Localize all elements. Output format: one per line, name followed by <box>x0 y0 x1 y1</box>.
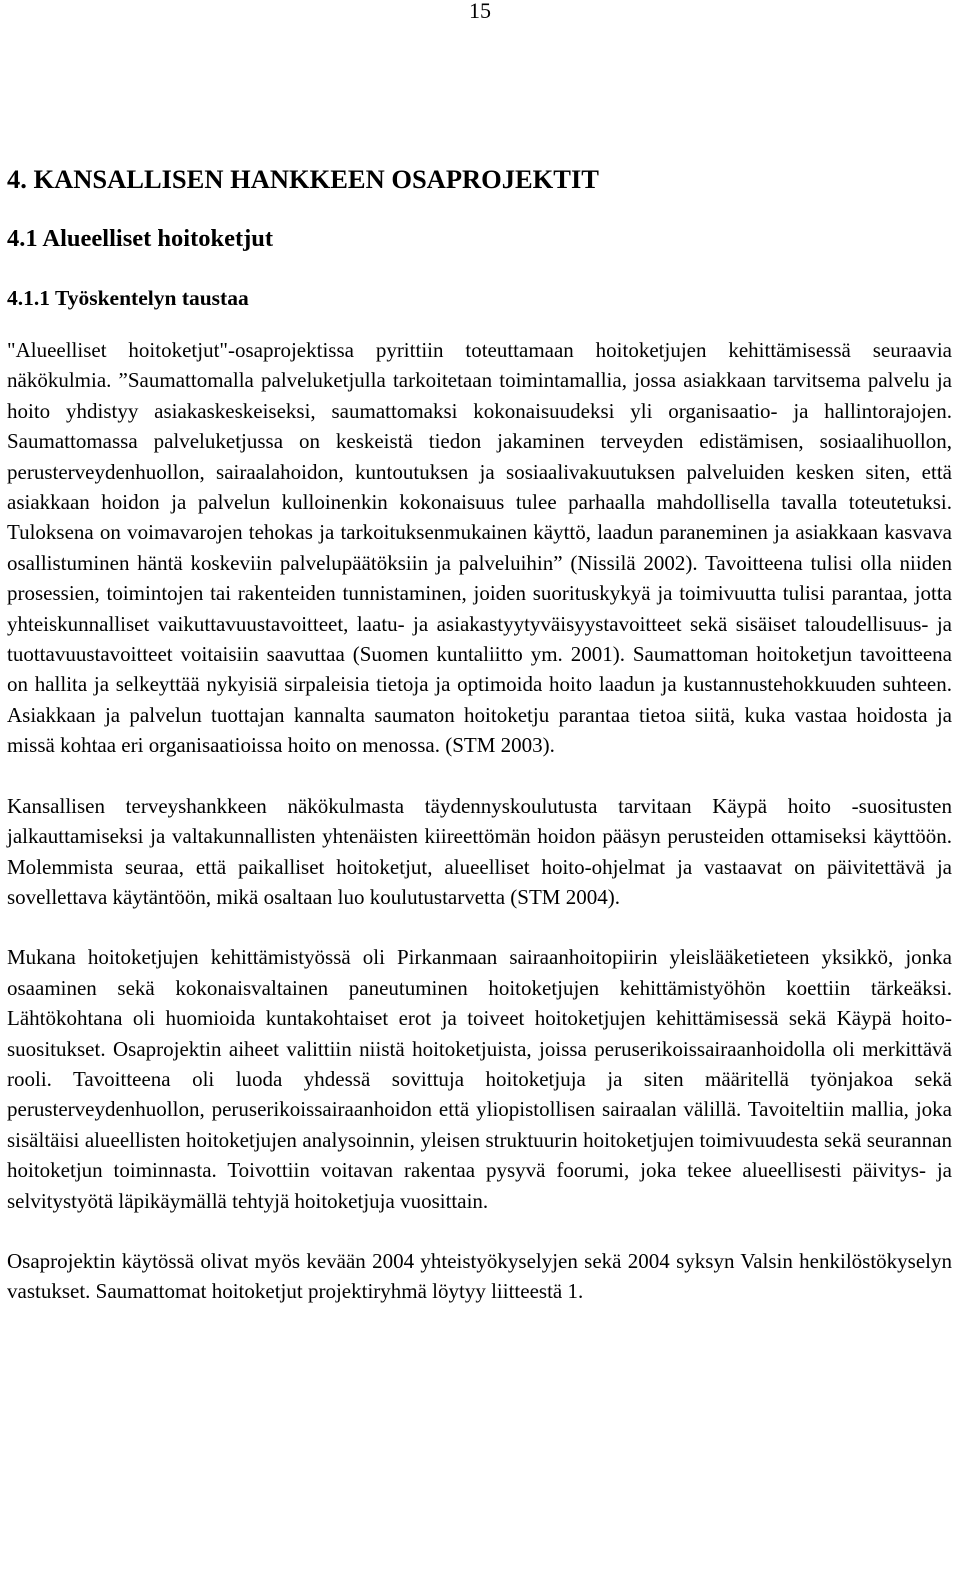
page-number: 15 <box>469 0 491 23</box>
document-body <box>7 160 952 1307</box>
paragraph: Kansallisen terveyshankkeen näkökulmasta täydennyskoulutusta tarvitaan Käypä hoito -suositusten jalkauttamiseksi ja valtakunnallisten yhtenäisten kiireettömän hoidon pääsyn perusteiden ottamiseksi käyttöön. Molemmista seuraa, että paikalliset hoitoketjut, alueelliset hoito-ohjelmat ja vastaavat on päivitettävä ja sovellettava käytäntöön, mikä osaltaan luo koulutustarvetta (STM 2004). <box>7 793 952 909</box>
paragraph: Mukana hoitoketjujen kehittämistyössä oli Pirkanmaan sairaanhoitopiirin yleislääketieteen yksikkö, jonka osaaminen sekä kokonaisvaltainen paneutuminen hoitoketjujen kehittämistyöhön koettiin tärkeäksi. Lähtökohtana oli huomioida kuntakohtaiset erot ja toiveet hoitoketjujen kehittämisessä sekä Käypä hoito-suositukset. Osaprojektin aiheet valittiin niistä hoitoketjuista, joissa peruserikoissairaanhoidolla oli merkittävä rooli. Tavoitteena oli luoda yhdessä sovittuja hoitoketjuja ja siten määritellä työnjakoa sekä perusterveydenhuollon, peruserikoissairaanhoidon että yliopistollisen sairaalan välillä. Tavoiteltiin mallia, joka sisältäisi alueellisten hoitoketjujen analysoinnin, yleisen struktuurin hoitoketjujen toimivuudesta sekä seurannan hoitoketjun toiminnasta. Toivottiin voitavan rakentaa pysyvä foorumi, joka tekee alueellisesti päivitys- ja selvitystyötä läpikäymällä tehtyjä hoitoketjuja vuosittain. <box>7 945 952 1213</box>
paragraph: "Alueelliset hoitoketjut"-osaprojektissa pyrittiin toteuttamaan hoitoketjujen kehittämisessä seuraavia näkökulmia. ”Saumattomalla palveluketjulla tarkoitetaan toimintamallia, jossa asiakkaan tarvitsema palvelu ja hoito yhdistyy asiakaskeskeiseksi, saumattomaksi kokonaisuudeksi yli organisaatio- ja hallintorajojen. Saumattomassa palveluketjussa on keskeistä tiedon jakaminen terveyden edistämisen, sosiaalihuollon, perusterveydenhuollon, sairaalahoidon, kuntoutuksen ja sosiaalivakuutuksen palveluiden kesken siten, että asiakkaan hoidon ja palvelun kulloinenkin kokonaisuus tulee parhaalla mahdollisella tavalla toteutetuksi. Tuloksena on voimavarojen tehokas ja tarkoituksenmukainen käyttö, laadun paraneminen ja asiakkaan kasvava osallistuminen häntä koskeviin palvelupäätöksiin ja palveluihin” (Nissilä 2002). Tavoitteena tulisi olla niiden prosessien, toimintojen tai rakenteiden tunnistaminen, joiden suorituskykyä ja toimivuutta tulisi parantaa, jotta yhteiskunnalliset vaikuttavuustavoitteet, laatu- ja asiakastyytyväisyystavoitteet sekä sisäiset taloudellisuus- ja tuottavuustavoitteet voitaisiin saavuttaa (Suomen kuntaliitto ym. 2001). Saumattoman hoitoketjun tavoitteena on hallita ja selkeyttää nykyisiä sirpaleisia tietoja ja optimoida hoito laadun ja kustannustehokkuuden suhteen. Asiakkaan ja palvelun tuottajan kannalta saumaton hoitoketju parantaa tietoa siitä, kuka vastaa hoidosta ja missä kohtaa eri organisaatioissa hoito on menossa. (STM 2003). <box>7 338 952 758</box>
section-heading: 4.1 Alueelliset hoitoketjut <box>7 225 274 252</box>
chapter-heading: 4. KANSALLISEN HANKKEEN OSAPROJEKTIT <box>7 164 599 194</box>
paragraph: Osaprojektin käytössä olivat myös kevään 2004 yhteistyökyselyjen sekä 2004 syksyn Valsin henkilöstökyselyn vastukset. Saumattomat hoitoketjut projektiryhmä löytyy liitteestä 1. <box>7 1248 952 1304</box>
subsection-heading: 4.1.1 Työskentelyn taustaa <box>7 286 249 310</box>
